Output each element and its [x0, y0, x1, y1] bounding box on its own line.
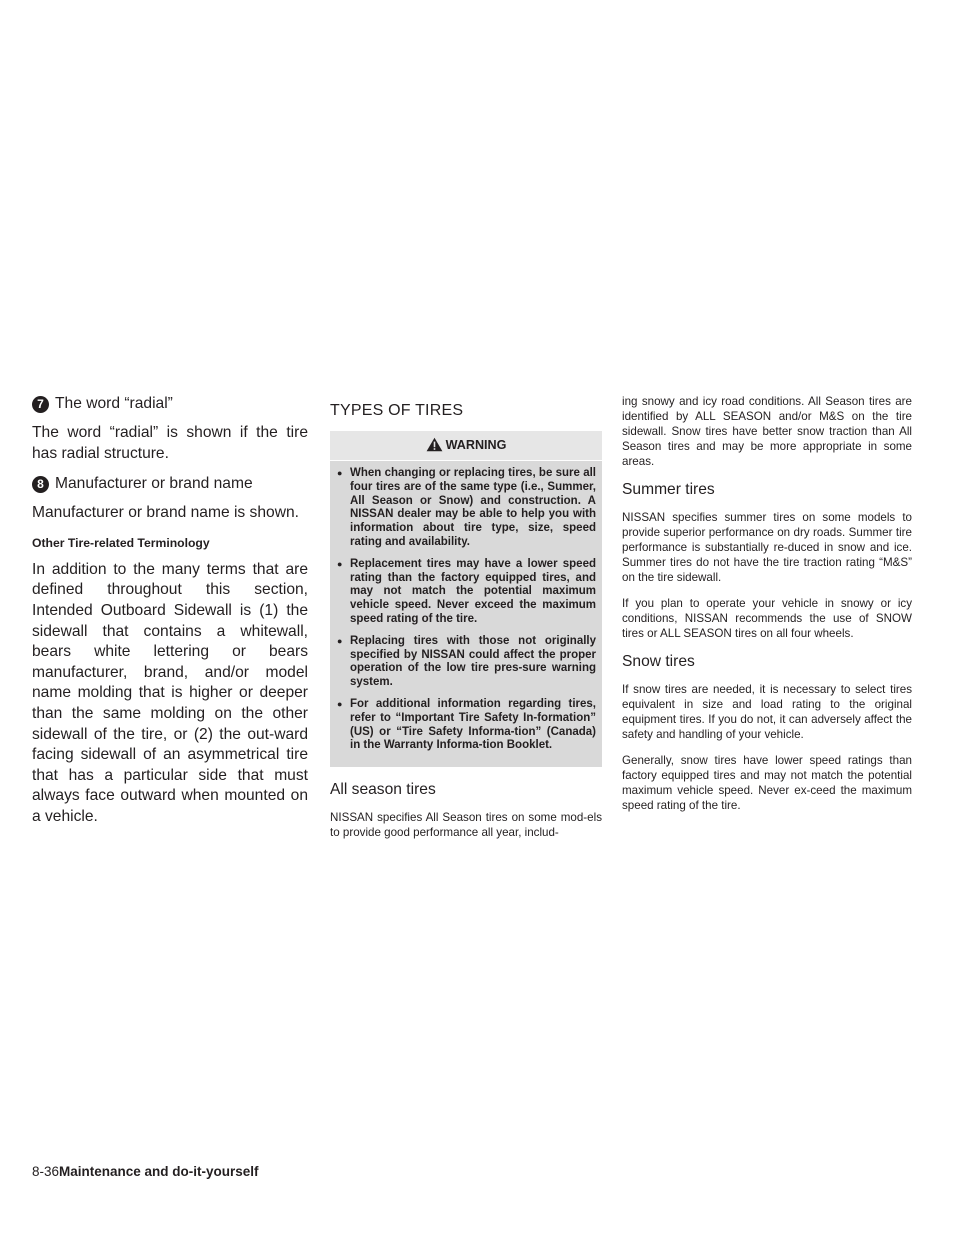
all-season-text: NISSAN specifies All Season tires on some mod-els to provide good performance all year, includ- [330, 811, 602, 840]
terminology-paragraph: In addition to the many terms that are defined throughout this section, Intended Outboard Sidewall is (1) the sidewall that contains a whitewall, bears white lettering or bears manufacturer, brand, and/or model name molding that is higher or deeper than the same molding on the other sidewall of the tire, or (2) the out-ward facing sidewall of an asymmetrical tire that has a particular side that must always face outward when mounted on a vehicle. [32, 560, 308, 825]
summer-tires-paragraph: NISSAN specifies summer tires on some models to provide superior performance on dry roads. Summer tire performance is substantially re-duced in snow and ice. Summer tires do not have the tire traction rating “M&S” on the tire sidewall. [622, 511, 912, 584]
warning-triangle-icon [426, 437, 443, 456]
summer-tires-paragraph: If you plan to operate your vehicle in snowy or icy conditions, NISSAN recommends the use of SNOW tires or ALL SEASON tires on all four wheels. [622, 597, 912, 640]
snow-tires-paragraph: If snow tires are needed, it is necessary to select tires equivalent in size and load rating to the original equipment tires. If you do not, it can adversely affect the safety and handling of your vehicle. [622, 683, 912, 741]
page-footer [32, 1163, 259, 1181]
warning-header [330, 431, 602, 461]
warning-item: ● Replacement tires may have a lower speed rating than the factory equipped tires, and may not match the potential maximum vehicle speed. Never exceed the maximum speed rating of the tire. [337, 558, 596, 627]
warning-item: ● Replacing tires with those not originally specified by NISSAN could affect the proper operation of the low tire pres-sure warning system. [337, 635, 596, 690]
item-7-label: The word “radial” [55, 395, 173, 412]
circled-number-7: 7 [32, 396, 49, 413]
warning-item: ● When changing or replacing tires, be sure all four tires are of the same type (i.e., Summer, All Season or Snow) and construction. A NISSAN dealer may be able to help you with information about tire type, size, speed rating and availability. [337, 467, 596, 550]
warning-item: ● For additional information regarding tires, refer to “Important Tire Safety In-formation” (US) or “Tire Safety Informa-tion” (Canada) in the Warranty Informa-tion Booklet. [337, 698, 596, 753]
all-season-title: All season tires [330, 781, 436, 799]
right-column [622, 394, 912, 824]
item-8-heading [32, 474, 308, 494]
snow-tires-paragraph: Generally, snow tires have lower speed ratings than factory equipped tires and may not match the potential maximum vehicle speed. Never ex-ceed the maximum speed rating of the tire. [622, 754, 912, 812]
section-title: TYPES OF TIRES [330, 402, 464, 419]
terminology-subheading: Other Tire-related Terminology [32, 535, 210, 550]
summer-tires-title: Summer tires [622, 481, 715, 498]
all-season-text-continued: ing snowy and icy road conditions. All Season tires are identified by ALL SEASON and/or M&S on the tire sidewall. Snow tires have better snow traction than All Season tires and may be more appropriate in some areas. [622, 395, 912, 468]
warning-label: WARNING [445, 438, 507, 452]
circled-number-8: 8 [32, 476, 49, 493]
item-8-text: Manufacturer or brand name is shown. [32, 504, 299, 522]
snow-tires-title: Snow tires [622, 653, 695, 670]
footer-section-name: Maintenance and do-it-yourself [59, 1164, 259, 1179]
warning-list [330, 461, 602, 753]
left-column [32, 394, 308, 838]
middle-column [330, 394, 602, 851]
warning-box [330, 431, 602, 767]
item-7-heading [32, 394, 308, 414]
item-7-text: The word “radial” is shown if the tire has radial structure. [32, 424, 308, 462]
page-number: 8-36 [32, 1164, 60, 1179]
item-8-label: Manufacturer or brand name [55, 475, 253, 493]
